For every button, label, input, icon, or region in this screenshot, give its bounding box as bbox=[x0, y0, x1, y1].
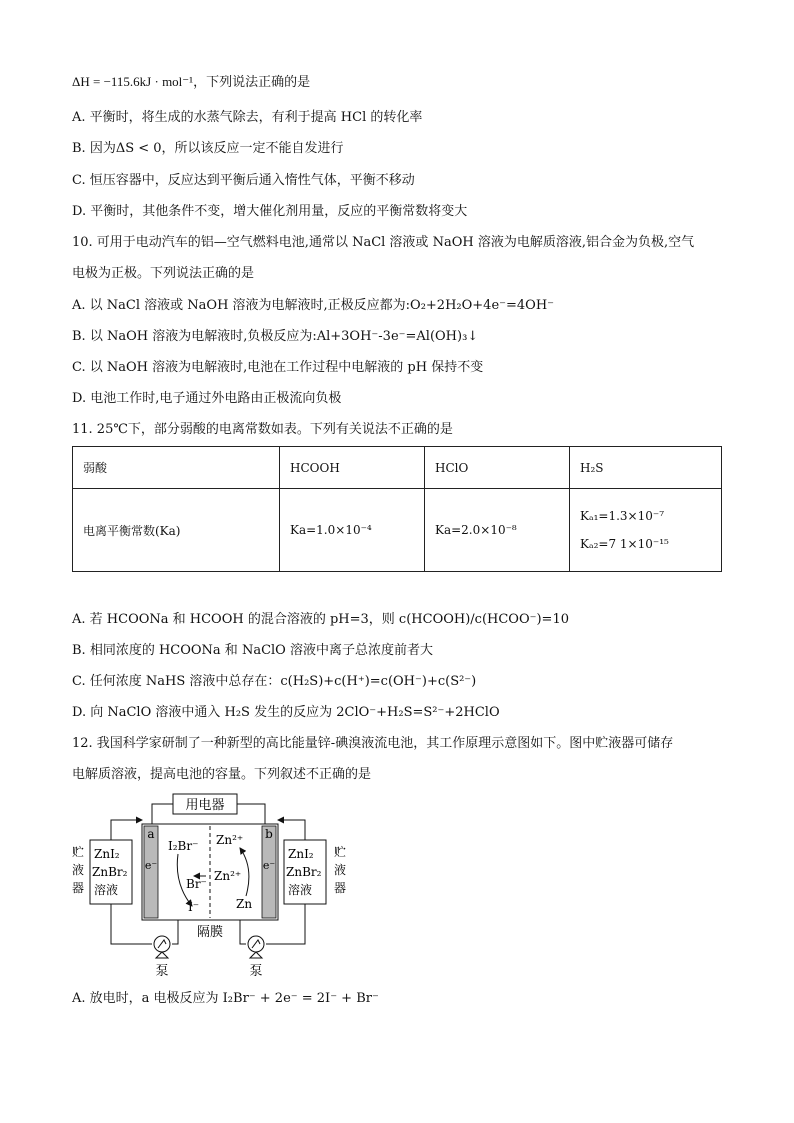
h2s-ka2: Kₐ₂=7 1×10⁻¹⁵ bbox=[580, 537, 669, 551]
reservoir-right-char-2: 液 bbox=[333, 863, 347, 877]
pump-right-label: 泵 bbox=[249, 964, 263, 979]
table-header-cell: 弱酸 bbox=[73, 447, 280, 489]
pump-left bbox=[154, 936, 170, 952]
wire-right bbox=[237, 804, 265, 824]
reservoir-right-solution-1: ZnI₂ bbox=[288, 847, 314, 861]
table-cell-hclo: Ka=2.0×10⁻⁸ bbox=[425, 489, 570, 572]
species-br: Br⁻ bbox=[186, 877, 207, 891]
q12-stem-line1: 12. 我国科学家研制了一种新型的高比能量锌-碘溴液流电池，其工作原理示意图如下。图中贮液器可储存 bbox=[72, 736, 674, 751]
pipe-left-up bbox=[172, 920, 178, 944]
pump-right bbox=[248, 936, 264, 952]
q11-stem: 11. 25℃下，部分弱酸的电离常数如表。下列有关说法不正确的是 bbox=[72, 422, 453, 437]
species-i: I⁻ bbox=[188, 900, 200, 914]
q11-option-a: A. 若 HCOONa 和 HCOOH 的混合溶液的 pH=3，则 c(HCOOH)/c(HCOO⁻)=10 bbox=[72, 612, 569, 627]
q11-option-d: D. 向 NaClO 溶液中通入 H₂S 发生的反应为 2ClO⁻+H₂S=S²⁻+2HClO bbox=[72, 705, 500, 720]
q10-option-c: C. 以 NaOH 溶液为电解液时,电池在工作过程中电解液的 pH 保持不变 bbox=[72, 360, 484, 375]
reservoir-right-solution-3: 溶液 bbox=[288, 883, 313, 897]
q10-option-b: B. 以 NaOH 溶液为电解液时,负极反应为:Al+3OH⁻-3e⁻=Al(OH)₃↓ bbox=[72, 329, 479, 344]
q10-stem-line2: 电极为正极。下列说法正确的是 bbox=[72, 266, 255, 281]
q9-stem-text: ，下列说法正确的是 bbox=[193, 74, 311, 89]
h2s-ka1: Kₐ₁=1.3×10⁻⁷ bbox=[580, 509, 665, 523]
species-zn2-top: Zn²⁺ bbox=[216, 833, 244, 847]
q10-option-d: D. 电池工作时,电子通过外电路由正极流向负极 bbox=[72, 391, 342, 406]
reservoir-right-char-1: 贮 bbox=[333, 845, 347, 859]
q11-option-c: C. 任何浓度 NaHS 溶液中总存在：c(H₂S)+c(H⁺)=c(OH⁻)+c(S²⁻) bbox=[72, 674, 477, 689]
delta-h-formula: ΔH = −115.6kJ · mol⁻¹ bbox=[72, 74, 194, 89]
q9-option-c: C. 恒压容器中，反应达到平衡后通入惰性气体，平衡不移动 bbox=[72, 173, 415, 188]
pipe-left-top bbox=[111, 820, 142, 840]
species-i2br: I₂Br⁻ bbox=[168, 839, 199, 853]
wire-left bbox=[152, 804, 173, 824]
reservoir-right-char-3: 器 bbox=[333, 881, 347, 895]
q12-stem-line2: 电解质溶液，提高电池的容量。下列叙述不正确的是 bbox=[72, 767, 372, 782]
reservoir-left-solution-1: ZnI₂ bbox=[94, 847, 120, 861]
q9-option-d: D. 平衡时，其他条件不变，增大催化剂用量，反应的平衡常数将变大 bbox=[72, 204, 468, 219]
reservoir-left-char-3: 器 bbox=[71, 881, 85, 895]
reservoir-left-char-1: 贮 bbox=[71, 845, 85, 859]
species-zn: Zn bbox=[236, 897, 253, 911]
flow-battery-diagram bbox=[70, 792, 360, 982]
table-header-row bbox=[73, 447, 722, 489]
pipe-right-up bbox=[240, 920, 246, 944]
q11-option-b: B. 相同浓度的 HCOONa 和 NaClO 溶液中离子总浓度前者大 bbox=[72, 643, 433, 658]
reservoir-right-solution-2: ZnBr₂ bbox=[286, 865, 322, 879]
pump-right-stand bbox=[250, 952, 262, 958]
q12-option-a: A. 放电时，a 电极反应为 I₂Br⁻ + 2e⁻ = 2I⁻ + Br⁻ bbox=[72, 991, 379, 1006]
pump-left-stand bbox=[156, 952, 168, 958]
q9-option-b: B. 因为ΔS < 0，所以该反应一定不能自发进行 bbox=[72, 141, 344, 156]
pump-left-label: 泵 bbox=[155, 964, 169, 979]
reservoir-left-solution-3: 溶液 bbox=[94, 883, 119, 897]
reservoir-left-char-2: 液 bbox=[71, 863, 85, 877]
table-header-cell: H₂S bbox=[570, 447, 722, 489]
table-row bbox=[73, 489, 722, 572]
table-header-cell: HClO bbox=[425, 447, 570, 489]
table-row-label: 电离平衡常数(Ka) bbox=[73, 489, 280, 572]
load-label: 用电器 bbox=[185, 798, 225, 813]
q9-stem-tail bbox=[72, 72, 310, 92]
table-cell-hcooh: Ka=1.0×10⁻⁴ bbox=[280, 489, 425, 572]
q10-stem-line1: 10. 可用于电动汽车的铝—空气燃料电池,通常以 NaCl 溶液或 NaOH 溶液为电解质溶液,铝合金为负极,空气 bbox=[72, 235, 695, 250]
reservoir-left-solution-2: ZnBr₂ bbox=[92, 865, 128, 879]
ionization-constant-table bbox=[72, 446, 722, 572]
q9-option-a: A. 平衡时，将生成的水蒸气除去，有利于提高 HCl 的转化率 bbox=[72, 110, 423, 125]
electron-left: e⁻ bbox=[144, 859, 158, 872]
q10-option-a: A. 以 NaCl 溶液或 NaOH 溶液为电解液时,正极反应都为:O₂+2H₂O+4e⁻=4OH⁻ bbox=[72, 298, 555, 313]
electrode-a-label: a bbox=[147, 827, 155, 841]
electron-right: e⁻ bbox=[262, 859, 276, 872]
membrane-label: 隔膜 bbox=[196, 925, 224, 940]
table-cell-h2s bbox=[570, 489, 722, 572]
table-header-cell: HCOOH bbox=[280, 447, 425, 489]
electrode-b-label: b bbox=[265, 827, 273, 841]
pipe-right-top bbox=[278, 820, 305, 840]
species-zn2-mid: Zn²⁺ bbox=[214, 869, 242, 883]
